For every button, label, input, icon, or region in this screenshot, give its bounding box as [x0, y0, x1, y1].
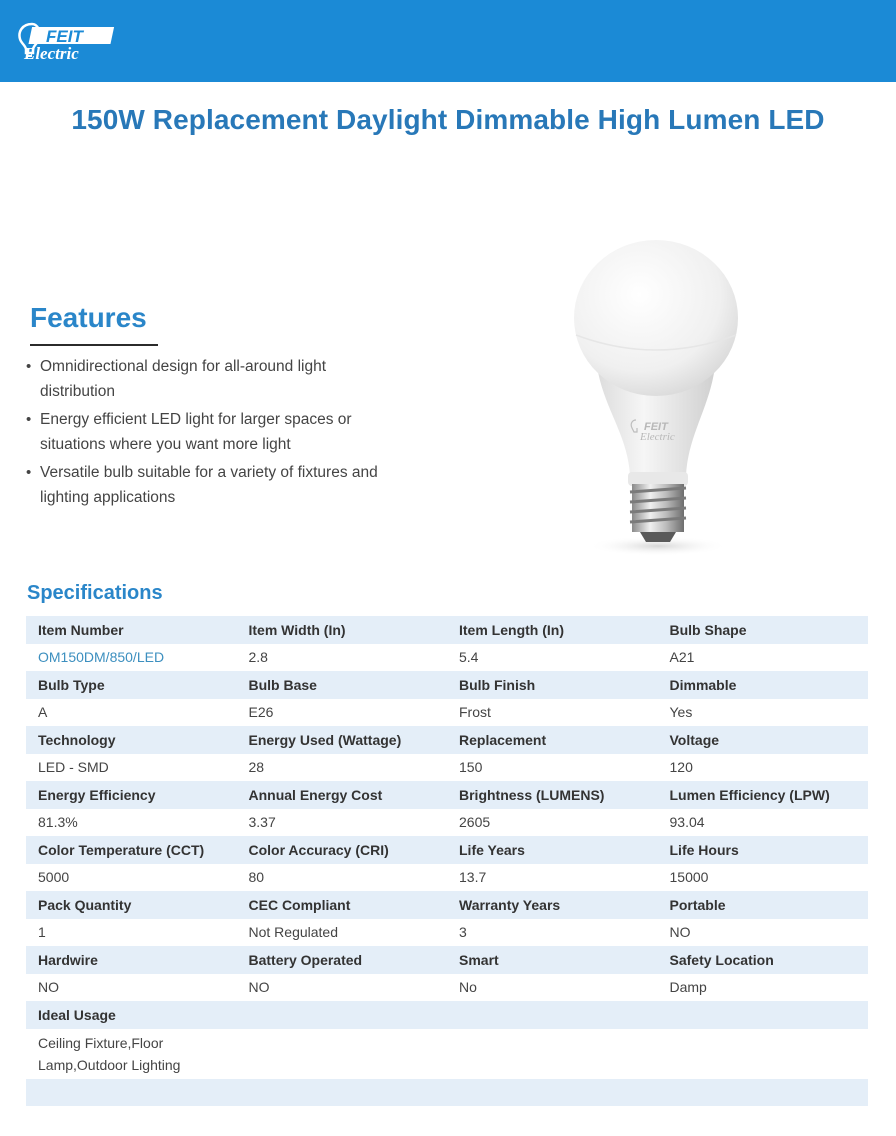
- spec-label: Voltage: [658, 726, 869, 754]
- spec-label: Portable: [658, 891, 869, 919]
- spec-value-row: [26, 974, 868, 1002]
- spec-label: Smart: [447, 946, 658, 974]
- svg-text:Electric: Electric: [24, 44, 79, 63]
- spec-value: 120: [658, 754, 869, 782]
- spec-value: 1: [26, 919, 237, 947]
- spec-label: Color Temperature (CCT): [26, 836, 237, 864]
- spec-value: Yes: [658, 699, 869, 727]
- feature-item: • Energy efficient LED light for larger spaces or situations where you want more light: [26, 411, 352, 453]
- spec-label: Brightness (LUMENS): [447, 781, 658, 809]
- feit-electric-logo: [18, 18, 128, 64]
- spec-label: Replacement: [447, 726, 658, 754]
- spec-label: Life Hours: [658, 836, 869, 864]
- spec-value: [447, 1029, 658, 1079]
- spec-value-row: [26, 644, 868, 672]
- spec-value-row: [26, 699, 868, 727]
- spec-label: Dimmable: [658, 671, 869, 699]
- spec-value: 3: [447, 919, 658, 947]
- spec-label: Energy Used (Wattage): [237, 726, 448, 754]
- spec-value: 3.37: [237, 809, 448, 837]
- features-heading: Features: [30, 302, 147, 333]
- spec-label: Bulb Base: [237, 671, 448, 699]
- spec-label: Pack Quantity: [26, 891, 237, 919]
- spec-label: Ideal Usage: [26, 1001, 237, 1029]
- spec-table-footer: [26, 1079, 868, 1106]
- spec-value: A: [26, 699, 237, 727]
- led-bulb-image: [566, 240, 746, 560]
- spec-label: Color Accuracy (CRI): [237, 836, 448, 864]
- spec-value: [237, 1029, 448, 1079]
- spec-label-row: [26, 836, 868, 864]
- spec-value: 13.7: [447, 864, 658, 892]
- spec-value: 5.4: [447, 644, 658, 672]
- spec-label-row: [26, 726, 868, 754]
- spec-label: Hardwire: [26, 946, 237, 974]
- spec-label-row: [26, 946, 868, 974]
- spec-value: LED - SMD: [26, 754, 237, 782]
- spec-label-row: [26, 1001, 868, 1029]
- spec-value: 81.3%: [26, 809, 237, 837]
- spec-value-row: [26, 809, 868, 837]
- spec-label-row: [26, 781, 868, 809]
- specifications-heading: Specifications: [27, 582, 163, 604]
- features-list: [24, 354, 404, 513]
- spec-value: 80: [237, 864, 448, 892]
- svg-text:FEIT: FEIT: [46, 27, 83, 46]
- spec-value: 28: [237, 754, 448, 782]
- spec-value: NO: [26, 974, 237, 1002]
- features-divider: [30, 344, 158, 346]
- specifications-table: [26, 616, 868, 1106]
- spec-value: Damp: [658, 974, 869, 1002]
- spec-label-row: [26, 616, 868, 644]
- spec-label: Item Number: [26, 616, 237, 644]
- spec-label-row: [26, 891, 868, 919]
- spec-value: 2605: [447, 809, 658, 837]
- spec-label: Technology: [26, 726, 237, 754]
- spec-value: 15000: [658, 864, 869, 892]
- spec-value: 2.8: [237, 644, 448, 672]
- spec-label: [447, 1001, 658, 1029]
- spec-value: 150: [447, 754, 658, 782]
- spec-value: 93.04: [658, 809, 869, 837]
- spec-label: Safety Location: [658, 946, 869, 974]
- spec-label: Battery Operated: [237, 946, 448, 974]
- spec-value: NO: [237, 974, 448, 1002]
- spec-label: Lumen Efficiency (LPW): [658, 781, 869, 809]
- spec-value: [26, 644, 237, 672]
- spec-label: Energy Efficiency: [26, 781, 237, 809]
- spec-label: Life Years: [447, 836, 658, 864]
- spec-label: Item Width (In): [237, 616, 448, 644]
- spec-value: 5000: [26, 864, 237, 892]
- feature-item: • Versatile bulb suitable for a variety of fixtures and lighting applications: [26, 464, 378, 506]
- product-title: 150W Replacement Daylight Dimmable High Lumen LED: [71, 104, 825, 135]
- spec-label: Bulb Shape: [658, 616, 869, 644]
- spec-value: Not Regulated: [237, 919, 448, 947]
- spec-value-row: [26, 754, 868, 782]
- spec-label: Item Length (In): [447, 616, 658, 644]
- feature-item: • Omnidirectional design for all-around light distribution: [26, 358, 327, 400]
- svg-text:FEIT: FEIT: [644, 421, 668, 433]
- spec-value: A21: [658, 644, 869, 672]
- spec-label: Bulb Type: [26, 671, 237, 699]
- spec-value: Frost: [447, 699, 658, 727]
- spec-value: NO: [658, 919, 869, 947]
- spec-value: [658, 1029, 869, 1079]
- spec-label: Bulb Finish: [447, 671, 658, 699]
- spec-value-row: [26, 919, 868, 947]
- spec-value: No: [447, 974, 658, 1002]
- spec-value-row: [26, 1029, 868, 1079]
- spec-label: Warranty Years: [447, 891, 658, 919]
- spec-label: [658, 1001, 869, 1029]
- svg-text:Electric: Electric: [640, 431, 675, 443]
- spec-value: E26: [237, 699, 448, 727]
- spec-label-row: [26, 671, 868, 699]
- spec-value-row: [26, 864, 868, 892]
- spec-value: Ceiling Fixture,Floor Lamp,Outdoor Lighting: [26, 1029, 237, 1079]
- item-number-value: OM150DM/850/LED: [38, 649, 165, 666]
- spec-label: Annual Energy Cost: [237, 781, 448, 809]
- spec-label: CEC Compliant: [237, 891, 448, 919]
- brand-header: [0, 0, 896, 82]
- spec-label: [237, 1001, 448, 1029]
